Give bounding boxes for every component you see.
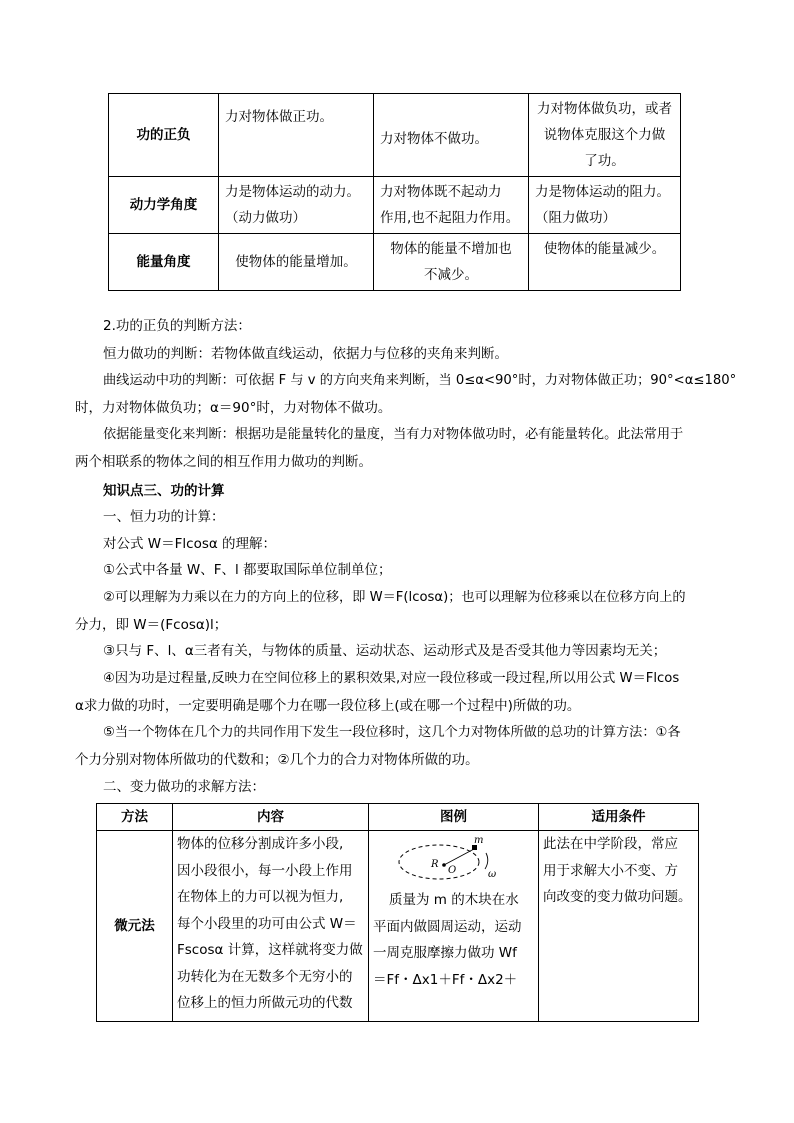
- table-cell: [374, 234, 529, 291]
- table-cell: 使物体的能量增加。: [219, 234, 374, 291]
- cell-line: 平面内做圆周运动，运动: [373, 918, 522, 935]
- paragraph: ⑤当一个物体在几个力的共同作用下发生一段位移时，这几个力对物体所做的总功的计算方法：①各: [103, 725, 681, 740]
- label-omega: ω: [487, 869, 496, 880]
- paragraph: ②可以理解为力乘以在力的方向上的位移，即 W＝F(lcosα)；也可以理解为位移乘以在位移方向上的: [103, 590, 686, 605]
- section-heading: 知识点三、功的计算: [103, 483, 225, 499]
- cell-line: 此法在中学阶段，常应: [543, 836, 678, 852]
- row-label: 功的正负: [109, 94, 219, 177]
- paragraph: α求力做的功时，一定要明确是哪个力在哪一段位移上(或在哪一个过程中)所做的功。: [75, 698, 581, 714]
- paragraph: 对公式 W＝Flcosα 的理解：: [103, 536, 277, 552]
- table-cell: [529, 94, 681, 177]
- table-header-row: [97, 804, 699, 831]
- cell-line: 物体的位移分割成许多小段,: [177, 836, 344, 852]
- column-header: 图例: [369, 804, 539, 831]
- paragraph: ①公式中各量 W、F、l 都要取国际单位制单位；: [103, 562, 392, 578]
- row-label: 动力学角度: [109, 177, 219, 234]
- center-point: [442, 863, 446, 867]
- column-header: 方法: [97, 804, 173, 831]
- label-m: m: [473, 835, 483, 846]
- work-sign-table: [108, 93, 681, 291]
- cell-line: 说物体克服这个力做: [543, 127, 666, 143]
- cell-line: 质量为 m 的木块在水: [389, 892, 519, 908]
- paragraph: 一、恒力功的计算：: [103, 509, 225, 525]
- cell-line: 每个小段里的功可由公式 W＝: [177, 915, 357, 932]
- cell-line: 用于求解大小不变、方: [543, 862, 678, 879]
- cell-line: 位移上的恒力所做元功的代数: [177, 995, 353, 1011]
- radius-line: [444, 849, 474, 865]
- label-o: O: [447, 865, 456, 876]
- paragraph: 个力分别对物体所做功的代数和；②几个力的合力对物体所做的功。: [75, 752, 479, 768]
- table-cell: 使物体的能量减少。: [529, 234, 681, 291]
- paragraph: 两个相联系的物体之间的相互作用力做功的判断。: [75, 454, 372, 470]
- paragraph: 恒力做功的判断：若物体做直线运动，依据力与位移的夹角来判断。: [103, 346, 508, 362]
- cell-line: ＝Ff・Δx1＋Ff・Δx2＋: [373, 971, 518, 988]
- paragraph: 二、变力做功的求解方法：: [103, 779, 265, 795]
- variable-force-table: [96, 803, 699, 1022]
- cell-line: 作用,也不起阻力作用。: [380, 210, 520, 226]
- table-row: [109, 234, 681, 291]
- table-cell: 力对物体做正功。: [219, 94, 374, 177]
- cell-line: 物体的能量不增加也: [390, 241, 512, 257]
- cell-line: 力对物体做负功，或者: [537, 101, 672, 117]
- paragraph: 依据能量变化来判断：根据功是能量转化的量度，当有力对物体做功时，必有能量转化。此法常用于: [103, 427, 684, 442]
- table-row: [109, 177, 681, 234]
- table-row: [109, 94, 681, 177]
- content-cell: [173, 831, 369, 1022]
- cell-line: 因小段很小，每一小段上作用: [177, 862, 353, 879]
- cell-line: 力是物体运动的阻力。: [535, 184, 670, 200]
- table-row: [97, 831, 699, 1022]
- cell-line: 力对物体既不起动力: [380, 184, 502, 200]
- table-cell: [529, 177, 681, 234]
- row-label: 能量角度: [109, 234, 219, 291]
- paragraph: 曲线运动中功的判断：可依据 F 与 v 的方向夹角来判断，当 0≤α<90°时，力对物体做正功；90°<α≤180°: [103, 373, 737, 388]
- cell-line: Fscosα 计算，这样就将变力做: [177, 942, 363, 958]
- cell-line: 力是物体运动的动力。: [225, 184, 360, 200]
- circular-motion-figure: [394, 835, 514, 887]
- condition-cell: [539, 831, 699, 1022]
- table-cell: [219, 177, 374, 234]
- cell-line: （动力做功）: [225, 210, 306, 226]
- cell-line: 一周克服摩擦力做功 Wf: [373, 945, 517, 961]
- cell-line: （阻力做功）: [535, 210, 616, 226]
- paragraph: 2.功的正负的判断方法：: [103, 318, 251, 334]
- paragraph: 分力，即 W＝(Fcosα)l；: [75, 617, 228, 633]
- figure-cell: [369, 831, 539, 1022]
- cell-line: 向改变的变力做功问题。: [543, 889, 692, 905]
- method-name: 微元法: [97, 831, 173, 1022]
- cell-line: 在物体上的力可以视为恒力,: [177, 889, 344, 905]
- cell-line: 不减少。: [424, 267, 478, 283]
- paragraph: 时，力对物体做负功；α＝90°时，力对物体不做功。: [75, 400, 392, 416]
- table-cell: [374, 177, 529, 234]
- cell-line: 功转化为在无数多个无穷小的: [177, 968, 353, 985]
- column-header: 适用条件: [539, 804, 699, 831]
- paragraph: ④因为功是过程量,反映力在空间位移上的累积效果,对应一段位移或一段过程,所以用公式 W＝Flcos: [103, 671, 680, 686]
- label-r: R: [430, 859, 439, 870]
- rotation-arc: [485, 853, 488, 869]
- cell-line: 了功。: [584, 153, 625, 169]
- dashed-orbit: [399, 845, 479, 879]
- column-header: 内容: [173, 804, 369, 831]
- paragraph: ③只与 F、l、α三者有关，与物体的质量、运动状态、运动形式及是否受其他力等因素均无关；: [103, 643, 667, 659]
- table-cell: 力对物体不做功。: [374, 94, 529, 177]
